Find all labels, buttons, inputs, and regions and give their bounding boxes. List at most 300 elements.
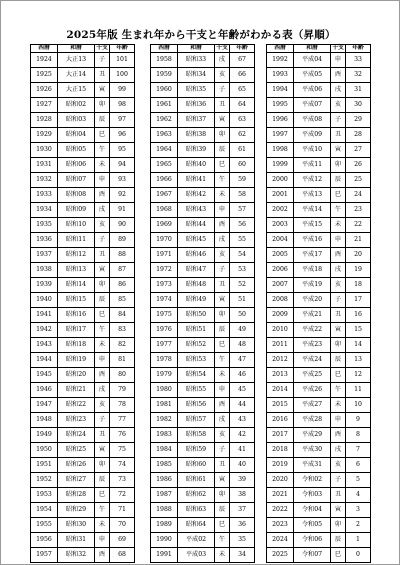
cell-seireki: 1930 bbox=[31, 143, 58, 158]
cell-wareki: 昭和46 bbox=[178, 248, 215, 263]
table-row bbox=[31, 518, 135, 533]
cell-age: 100 bbox=[110, 68, 135, 83]
cell-seireki: 1975 bbox=[151, 308, 178, 323]
table-row bbox=[151, 248, 255, 263]
cell-seireki: 1982 bbox=[151, 413, 178, 428]
cell-seireki: 2002 bbox=[267, 203, 294, 218]
cell-eto: 丑 bbox=[331, 308, 346, 323]
cell-age: 46 bbox=[230, 368, 255, 383]
table-row bbox=[151, 323, 255, 338]
cell-eto: 未 bbox=[215, 368, 230, 383]
cell-eto: 丑 bbox=[331, 488, 346, 503]
cell-seireki: 1940 bbox=[31, 293, 58, 308]
cell-eto: 丑 bbox=[215, 278, 230, 293]
cell-wareki: 平成24 bbox=[294, 353, 331, 368]
cell-age: 11 bbox=[346, 383, 371, 398]
cell-eto: 卯 bbox=[95, 458, 110, 473]
cell-seireki: 1926 bbox=[31, 83, 58, 98]
cell-eto: 巳 bbox=[331, 368, 346, 383]
cell-age: 98 bbox=[110, 98, 135, 113]
table-row bbox=[151, 383, 255, 398]
table-row bbox=[267, 203, 371, 218]
cell-wareki: 昭和06 bbox=[58, 158, 95, 173]
cell-eto: 巳 bbox=[95, 488, 110, 503]
cell-wareki: 平成10 bbox=[294, 143, 331, 158]
cell-seireki: 1999 bbox=[267, 158, 294, 173]
cell-eto: 申 bbox=[331, 413, 346, 428]
table-row bbox=[267, 98, 371, 113]
cell-eto: 戌 bbox=[95, 383, 110, 398]
cell-age: 76 bbox=[110, 428, 135, 443]
cell-seireki: 1967 bbox=[151, 188, 178, 203]
cell-eto: 辰 bbox=[95, 473, 110, 488]
cell-seireki: 1972 bbox=[151, 263, 178, 278]
table-row bbox=[151, 398, 255, 413]
cell-seireki: 1927 bbox=[31, 98, 58, 113]
cell-wareki: 昭和55 bbox=[178, 383, 215, 398]
cell-wareki: 昭和47 bbox=[178, 263, 215, 278]
cell-eto: 午 bbox=[331, 383, 346, 398]
cell-wareki: 平成07 bbox=[294, 98, 331, 113]
cell-eto: 卯 bbox=[331, 518, 346, 533]
cell-seireki: 2020 bbox=[267, 473, 294, 488]
cell-wareki: 昭和64 bbox=[178, 518, 215, 533]
header-eto: 干支 bbox=[216, 44, 228, 51]
table-row bbox=[267, 53, 371, 68]
cell-wareki: 昭和56 bbox=[178, 398, 215, 413]
table-row bbox=[267, 353, 371, 368]
table-row bbox=[31, 248, 135, 263]
cell-seireki: 2016 bbox=[267, 413, 294, 428]
cell-eto: 亥 bbox=[331, 98, 346, 113]
table-row bbox=[151, 338, 255, 353]
cell-eto: 子 bbox=[95, 413, 110, 428]
cell-wareki: 平成15 bbox=[294, 218, 331, 233]
cell-age: 44 bbox=[230, 398, 255, 413]
page-title: 2025年版 生まれ年から干支と年齢がわかる表（昇順） bbox=[66, 29, 336, 41]
cell-eto: 亥 bbox=[215, 248, 230, 263]
cell-seireki: 2012 bbox=[267, 353, 294, 368]
cell-seireki: 2023 bbox=[267, 518, 294, 533]
table-row bbox=[267, 158, 371, 173]
cell-seireki: 2013 bbox=[267, 368, 294, 383]
cell-age: 24 bbox=[346, 188, 371, 203]
cell-age: 51 bbox=[230, 293, 255, 308]
cell-seireki: 1965 bbox=[151, 158, 178, 173]
table-row bbox=[151, 293, 255, 308]
cell-eto: 未 bbox=[331, 398, 346, 413]
table-row bbox=[151, 53, 255, 68]
table-row bbox=[31, 368, 135, 383]
table-row bbox=[31, 428, 135, 443]
cell-wareki: 昭和27 bbox=[58, 473, 95, 488]
cell-age: 18 bbox=[346, 278, 371, 293]
cell-eto: 亥 bbox=[215, 68, 230, 83]
table-row bbox=[151, 263, 255, 278]
table-row bbox=[151, 143, 255, 158]
header-eto: 干支 bbox=[96, 44, 108, 51]
cell-seireki: 1947 bbox=[31, 398, 58, 413]
cell-age: 72 bbox=[110, 488, 135, 503]
table-row bbox=[31, 218, 135, 233]
cell-seireki: 2025 bbox=[267, 548, 294, 563]
cell-eto: 戌 bbox=[215, 413, 230, 428]
cell-wareki: 昭和54 bbox=[178, 368, 215, 383]
table-row bbox=[151, 533, 255, 548]
cell-eto: 申 bbox=[215, 383, 230, 398]
cell-wareki: 昭和43 bbox=[178, 203, 215, 218]
cell-age: 87 bbox=[110, 263, 135, 278]
cell-eto: 寅 bbox=[95, 263, 110, 278]
cell-age: 97 bbox=[110, 113, 135, 128]
cell-eto: 寅 bbox=[215, 293, 230, 308]
cell-eto: 戌 bbox=[331, 83, 346, 98]
table-row bbox=[267, 383, 371, 398]
cell-seireki: 1944 bbox=[31, 353, 58, 368]
cell-eto: 寅 bbox=[215, 113, 230, 128]
table-row bbox=[31, 83, 135, 98]
table-row bbox=[151, 128, 255, 143]
cell-seireki: 2019 bbox=[267, 458, 294, 473]
cell-wareki: 昭和19 bbox=[58, 353, 95, 368]
cell-eto: 亥 bbox=[95, 218, 110, 233]
cell-wareki: 令和02 bbox=[294, 473, 331, 488]
table-row bbox=[31, 323, 135, 338]
cell-seireki: 1985 bbox=[151, 458, 178, 473]
table-row bbox=[151, 488, 255, 503]
cell-seireki: 1979 bbox=[151, 368, 178, 383]
cell-wareki: 昭和02 bbox=[58, 98, 95, 113]
cell-eto: 子 bbox=[331, 293, 346, 308]
cell-eto: 酉 bbox=[331, 68, 346, 83]
cell-age: 60 bbox=[230, 158, 255, 173]
age-table-1 bbox=[30, 44, 135, 563]
cell-seireki: 1966 bbox=[151, 173, 178, 188]
cell-age: 85 bbox=[110, 293, 135, 308]
cell-wareki: 昭和24 bbox=[58, 428, 95, 443]
cell-wareki: 令和05 bbox=[294, 518, 331, 533]
cell-eto: 亥 bbox=[95, 398, 110, 413]
cell-seireki: 1952 bbox=[31, 473, 58, 488]
cell-seireki: 1937 bbox=[31, 248, 58, 263]
table-row bbox=[31, 233, 135, 248]
cell-eto: 午 bbox=[215, 173, 230, 188]
cell-eto: 寅 bbox=[331, 323, 346, 338]
header-row bbox=[31, 45, 135, 53]
cell-seireki: 1957 bbox=[31, 548, 58, 563]
table-row bbox=[267, 308, 371, 323]
cell-age: 54 bbox=[230, 248, 255, 263]
cell-age: 81 bbox=[110, 353, 135, 368]
table-row bbox=[151, 473, 255, 488]
cell-age: 6 bbox=[346, 458, 371, 473]
cell-eto: 子 bbox=[331, 113, 346, 128]
cell-wareki: 令和04 bbox=[294, 503, 331, 518]
cell-age: 23 bbox=[346, 203, 371, 218]
cell-wareki: 昭和41 bbox=[178, 173, 215, 188]
cell-age: 48 bbox=[230, 338, 255, 353]
table-row bbox=[151, 98, 255, 113]
cell-wareki: 昭和12 bbox=[58, 248, 95, 263]
cell-wareki: 平成11 bbox=[294, 158, 331, 173]
cell-eto: 卯 bbox=[331, 338, 346, 353]
cell-seireki: 1924 bbox=[31, 53, 58, 68]
cell-wareki: 昭和40 bbox=[178, 158, 215, 173]
cell-wareki: 昭和15 bbox=[58, 293, 95, 308]
age-table-2 bbox=[150, 44, 255, 563]
cell-age: 63 bbox=[230, 113, 255, 128]
cell-eto: 巳 bbox=[331, 548, 346, 563]
table-row bbox=[151, 368, 255, 383]
cell-age: 38 bbox=[230, 488, 255, 503]
cell-wareki: 大正14 bbox=[58, 68, 95, 83]
cell-wareki: 昭和63 bbox=[178, 503, 215, 518]
table-row bbox=[151, 548, 255, 563]
cell-age: 34 bbox=[230, 548, 255, 563]
cell-eto: 酉 bbox=[95, 188, 110, 203]
cell-wareki: 平成04 bbox=[294, 53, 331, 68]
table-row bbox=[151, 458, 255, 473]
table-row bbox=[267, 428, 371, 443]
cell-eto: 寅 bbox=[95, 443, 110, 458]
cell-age: 32 bbox=[346, 68, 371, 83]
cell-seireki: 1970 bbox=[151, 233, 178, 248]
table-row bbox=[267, 233, 371, 248]
cell-wareki: 平成05 bbox=[294, 68, 331, 83]
cell-wareki: 平成29 bbox=[294, 428, 331, 443]
cell-wareki: 昭和45 bbox=[178, 233, 215, 248]
cell-wareki: 昭和03 bbox=[58, 113, 95, 128]
cell-age: 31 bbox=[346, 83, 371, 98]
table-row bbox=[267, 113, 371, 128]
cell-wareki: 昭和44 bbox=[178, 218, 215, 233]
cell-age: 4 bbox=[346, 488, 371, 503]
cell-seireki: 1956 bbox=[31, 533, 58, 548]
cell-seireki: 2014 bbox=[267, 383, 294, 398]
header-age: 年齢 bbox=[230, 45, 255, 53]
cell-age: 27 bbox=[346, 143, 371, 158]
table-row bbox=[267, 83, 371, 98]
table-row bbox=[31, 188, 135, 203]
cell-age: 2 bbox=[346, 518, 371, 533]
cell-eto: 戌 bbox=[215, 233, 230, 248]
cell-seireki: 1942 bbox=[31, 323, 58, 338]
table-row bbox=[267, 248, 371, 263]
table-row bbox=[31, 53, 135, 68]
cell-wareki: 昭和33 bbox=[178, 53, 215, 68]
cell-age: 83 bbox=[110, 323, 135, 338]
table-row bbox=[151, 203, 255, 218]
cell-age: 95 bbox=[110, 143, 135, 158]
cell-age: 39 bbox=[230, 473, 255, 488]
cell-seireki: 2015 bbox=[267, 398, 294, 413]
table-row bbox=[151, 503, 255, 518]
cell-age: 30 bbox=[346, 98, 371, 113]
cell-eto: 酉 bbox=[331, 248, 346, 263]
table-row bbox=[151, 353, 255, 368]
cell-eto: 酉 bbox=[95, 368, 110, 383]
cell-wareki: 昭和18 bbox=[58, 338, 95, 353]
cell-wareki: 平成21 bbox=[294, 308, 331, 323]
cell-wareki: 昭和13 bbox=[58, 263, 95, 278]
cell-seireki: 2024 bbox=[267, 533, 294, 548]
cell-wareki: 昭和26 bbox=[58, 458, 95, 473]
cell-seireki: 1960 bbox=[151, 83, 178, 98]
table-row bbox=[31, 473, 135, 488]
cell-eto: 卯 bbox=[95, 98, 110, 113]
header-seireki: 西暦 bbox=[31, 45, 58, 53]
cell-eto: 丑 bbox=[215, 458, 230, 473]
cell-age: 62 bbox=[230, 128, 255, 143]
cell-wareki: 令和03 bbox=[294, 488, 331, 503]
cell-age: 58 bbox=[230, 188, 255, 203]
cell-age: 17 bbox=[346, 293, 371, 308]
cell-age: 49 bbox=[230, 323, 255, 338]
cell-eto: 寅 bbox=[331, 143, 346, 158]
cell-seireki: 2009 bbox=[267, 308, 294, 323]
cell-eto: 辰 bbox=[95, 113, 110, 128]
table-row bbox=[31, 128, 135, 143]
cell-eto: 酉 bbox=[215, 218, 230, 233]
table-row bbox=[31, 548, 135, 563]
cell-wareki: 大正15 bbox=[58, 83, 95, 98]
cell-age: 94 bbox=[110, 158, 135, 173]
cell-seireki: 2018 bbox=[267, 443, 294, 458]
cell-wareki: 平成28 bbox=[294, 413, 331, 428]
cell-seireki: 1974 bbox=[151, 293, 178, 308]
cell-age: 64 bbox=[230, 98, 255, 113]
table-row bbox=[267, 548, 371, 563]
cell-age: 67 bbox=[230, 53, 255, 68]
cell-seireki: 1943 bbox=[31, 338, 58, 353]
cell-seireki: 2022 bbox=[267, 503, 294, 518]
table-row bbox=[31, 413, 135, 428]
cell-eto: 子 bbox=[95, 233, 110, 248]
cell-wareki: 昭和51 bbox=[178, 323, 215, 338]
cell-eto: 午 bbox=[215, 533, 230, 548]
cell-eto: 申 bbox=[95, 353, 110, 368]
table-row bbox=[31, 443, 135, 458]
cell-seireki: 1996 bbox=[267, 113, 294, 128]
cell-eto: 辰 bbox=[331, 353, 346, 368]
table-row bbox=[151, 173, 255, 188]
cell-age: 19 bbox=[346, 263, 371, 278]
cell-age: 12 bbox=[346, 368, 371, 383]
cell-seireki: 1949 bbox=[31, 428, 58, 443]
cell-age: 9 bbox=[346, 413, 371, 428]
cell-eto: 子 bbox=[215, 443, 230, 458]
cell-seireki: 1987 bbox=[151, 488, 178, 503]
cell-eto: 午 bbox=[215, 353, 230, 368]
table-row bbox=[267, 398, 371, 413]
cell-wareki: 昭和32 bbox=[58, 548, 95, 563]
cell-eto: 巳 bbox=[215, 338, 230, 353]
cell-seireki: 1954 bbox=[31, 503, 58, 518]
header-wareki: 和暦 bbox=[294, 45, 331, 53]
cell-age: 96 bbox=[110, 128, 135, 143]
cell-wareki: 昭和37 bbox=[178, 113, 215, 128]
cell-age: 42 bbox=[230, 428, 255, 443]
cell-wareki: 昭和57 bbox=[178, 413, 215, 428]
cell-wareki: 昭和36 bbox=[178, 98, 215, 113]
cell-seireki: 1962 bbox=[151, 113, 178, 128]
cell-age: 84 bbox=[110, 308, 135, 323]
cell-wareki: 昭和62 bbox=[178, 488, 215, 503]
table-row bbox=[31, 338, 135, 353]
cell-eto: 巳 bbox=[95, 308, 110, 323]
cell-eto: 戌 bbox=[215, 53, 230, 68]
cell-seireki: 1976 bbox=[151, 323, 178, 338]
cell-seireki: 2011 bbox=[267, 338, 294, 353]
table-row bbox=[267, 473, 371, 488]
cell-eto: 辰 bbox=[331, 173, 346, 188]
cell-wareki: 昭和60 bbox=[178, 458, 215, 473]
table-row bbox=[31, 143, 135, 158]
table-row bbox=[31, 158, 135, 173]
header-seireki: 西暦 bbox=[267, 45, 294, 53]
table-row bbox=[267, 533, 371, 548]
cell-wareki: 昭和17 bbox=[58, 323, 95, 338]
cell-eto: 巳 bbox=[331, 188, 346, 203]
cell-wareki: 平成18 bbox=[294, 263, 331, 278]
cell-wareki: 平成06 bbox=[294, 83, 331, 98]
table-row bbox=[31, 113, 135, 128]
cell-eto: 卯 bbox=[215, 488, 230, 503]
cell-age: 21 bbox=[346, 233, 371, 248]
table-row bbox=[31, 308, 135, 323]
table-row bbox=[31, 203, 135, 218]
table-row bbox=[267, 278, 371, 293]
cell-eto: 辰 bbox=[215, 503, 230, 518]
cell-seireki: 1968 bbox=[151, 203, 178, 218]
table-row bbox=[267, 368, 371, 383]
cell-age: 99 bbox=[110, 83, 135, 98]
cell-eto: 戌 bbox=[331, 263, 346, 278]
table-row bbox=[151, 188, 255, 203]
table-row bbox=[31, 353, 135, 368]
cell-wareki: 平成09 bbox=[294, 128, 331, 143]
cell-wareki: 昭和16 bbox=[58, 308, 95, 323]
table-row bbox=[31, 293, 135, 308]
cell-eto: 未 bbox=[95, 338, 110, 353]
cell-age: 1 bbox=[346, 533, 371, 548]
table-row bbox=[151, 443, 255, 458]
cell-eto: 申 bbox=[331, 233, 346, 248]
cell-wareki: 昭和35 bbox=[178, 83, 215, 98]
cell-seireki: 1936 bbox=[31, 233, 58, 248]
cell-age: 37 bbox=[230, 503, 255, 518]
table-row bbox=[151, 83, 255, 98]
cell-seireki: 1925 bbox=[31, 68, 58, 83]
cell-age: 47 bbox=[230, 353, 255, 368]
cell-seireki: 1991 bbox=[151, 548, 178, 563]
cell-age: 52 bbox=[230, 278, 255, 293]
cell-seireki: 1990 bbox=[151, 533, 178, 548]
table-row bbox=[151, 278, 255, 293]
cell-age: 56 bbox=[230, 218, 255, 233]
cell-age: 20 bbox=[346, 248, 371, 263]
cell-seireki: 2004 bbox=[267, 233, 294, 248]
cell-wareki: 昭和10 bbox=[58, 218, 95, 233]
cell-seireki: 1981 bbox=[151, 398, 178, 413]
cell-seireki: 1988 bbox=[151, 503, 178, 518]
cell-seireki: 1977 bbox=[151, 338, 178, 353]
cell-seireki: 1997 bbox=[267, 128, 294, 143]
cell-age: 41 bbox=[230, 443, 255, 458]
cell-eto: 戌 bbox=[331, 443, 346, 458]
table-row bbox=[267, 443, 371, 458]
cell-age: 13 bbox=[346, 353, 371, 368]
